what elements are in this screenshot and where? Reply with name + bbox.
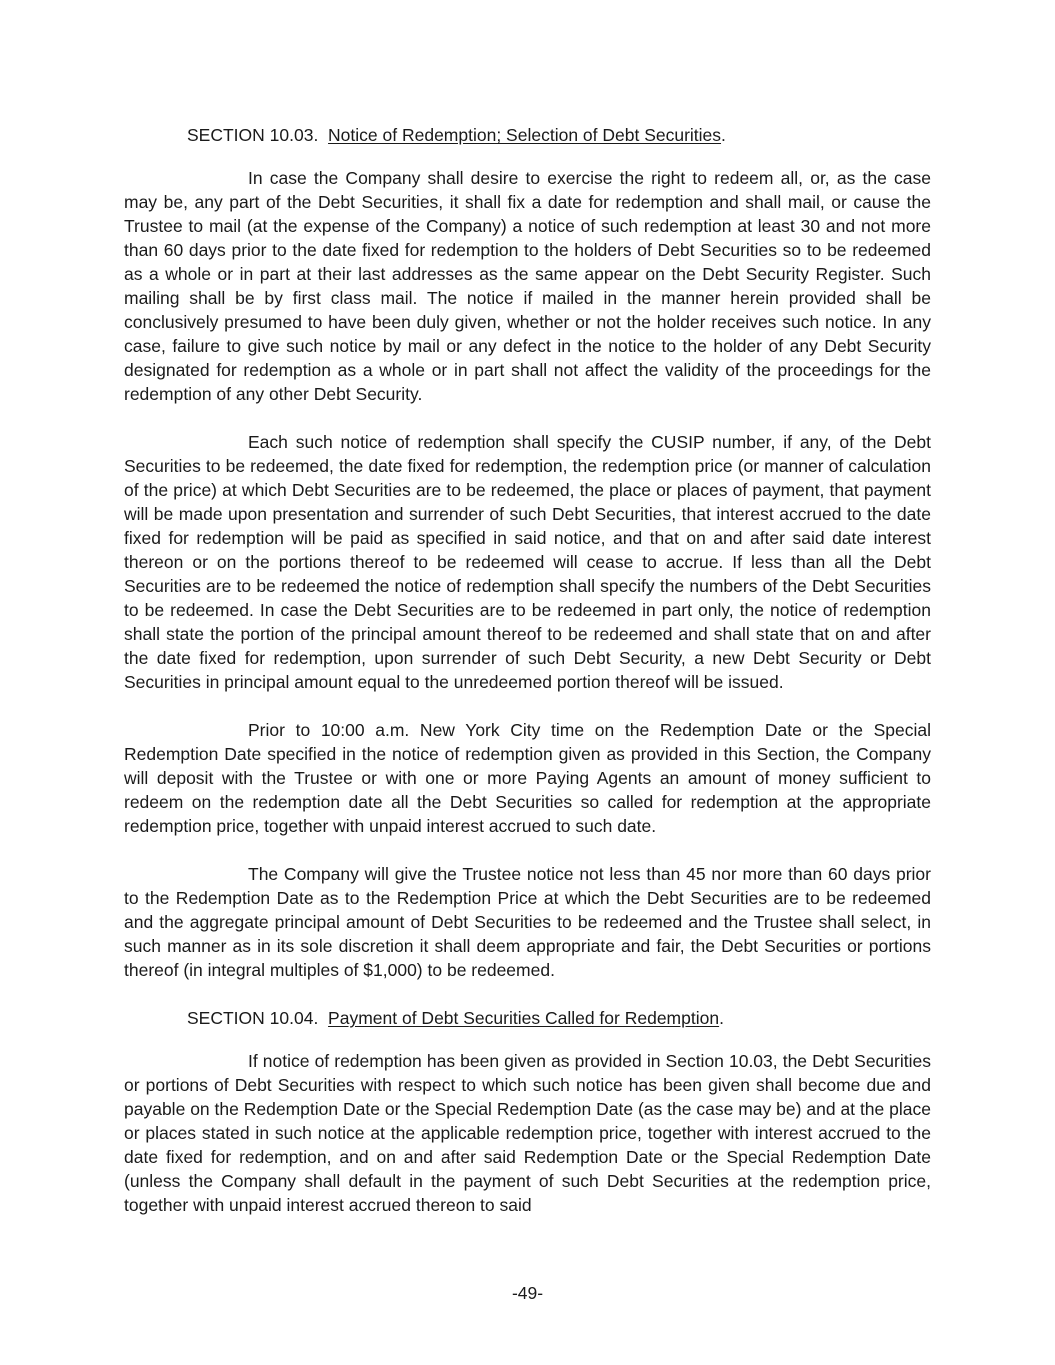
section-10-03-paragraph-2: Each such notice of redemption shall specify the CUSIP number, if any, of the Debt Securities to be redeemed, the date fixed for redemption, the redemption price (or manner of calculation of the price) at which Debt Securities are to be redeemed, the place or places of payment, that payment will be made upon presentation and surrender of such Debt Securities, that interest accrued to the date fixed for redemption will be paid as specified in said notice, and that on and after said date interest thereon or on the portions thereof to be redeemed will cease to accrue. If less than all the Debt Securities are to be redeemed the notice of redemption shall specify the numbers of the Debt Securities to be redeemed. In case the Debt Securities are to be redeemed in part only, the notice of redemption shall state the portion of the principal amount thereof to be redeemed and shall state that on and after the date fixed for redemption, upon surrender of such Debt Security, a new Debt Security or Debt Securities in principal amount equal to the unredeemed portion thereof will be issued.	[124, 432, 931, 692]
section-10-04-period: .	[719, 1008, 724, 1028]
section-10-03-paragraph-4: The Company will give the Trustee notice not less than 45 nor more than 60 days prior to the Redemption Date as to the Redemption Price at which the Debt Securities are to be redeemed and the aggregate principal amount of Debt Securities to be redeemed and the Trustee shall select, in such manner as in its sole discretion it shall deem appropriate and fair, the Debt Securities or portions thereof (in integral multiples of $1,000) to be redeemed.	[124, 864, 931, 980]
section-10-04-title: Payment of Debt Securities Called for Redemption	[328, 1008, 720, 1028]
section-10-03-heading	[124, 123, 931, 147]
section-10-03-paragraph-1: In case the Company shall desire to exercise the right to redeem all, or, as the case may be, any part of the Debt Securities, it shall fix a date for redemption and shall mail, or cause the Trustee to mail (at the expense of the Company) a notice of such redemption at least 30 and not more than 60 days prior to the date fixed for redemption to the holders of Debt Securities so to be redeemed as a whole or in part at their last addresses as the same appear on the Debt Security Register. Such mailing shall be by first class mail. The notice if mailed in the manner herein provided shall be conclusively presumed to have been duly given, whether or not the holder receives such notice. In any case, failure to give such notice by mail or any defect in the notice to the holder of any Debt Security designated for redemption as a whole or in part shall not affect the validity of the proceedings for the redemption of any other Debt Security.	[124, 168, 931, 404]
section-10-03-paragraph-3: Prior to 10:00 a.m. New York City time on the Redemption Date or the Special Redemption Date specified in the notice of redemption given as provided in this Section, the Company will deposit with the Trustee or with one or more Paying Agents an amount of money sufficient to redeem on the redemption date all the Debt Securities so called for redemption at the appropriate redemption price, together with unpaid interest accrued to such date.	[124, 720, 931, 836]
section-10-03-number: SECTION 10.03.	[187, 125, 319, 145]
section-10-04-heading	[124, 1006, 931, 1030]
section-10-04-number: SECTION 10.04.	[187, 1008, 319, 1028]
section-10-04-paragraph-1: If notice of redemption has been given as provided in Section 10.03, the Debt Securities or portions of Debt Securities with respect to which such notice has been given shall become due and payable on the Redemption Date or the Special Redemption Date (as the case may be) and at the place or places stated in such notice at the applicable redemption price, together with interest accrued to the date fixed for redemption, and on and after said Redemption Date or the Special Redemption Date (unless the Company shall default in the payment of such Debt Securities at the redemption price, together with unpaid interest accrued thereon to said	[124, 1051, 931, 1215]
page-number: -49-	[511, 1283, 544, 1303]
section-10-03-title: Notice of Redemption; Selection of Debt Securities	[328, 125, 722, 145]
section-10-03-period: .	[721, 125, 726, 145]
document-page	[124, 123, 931, 1217]
